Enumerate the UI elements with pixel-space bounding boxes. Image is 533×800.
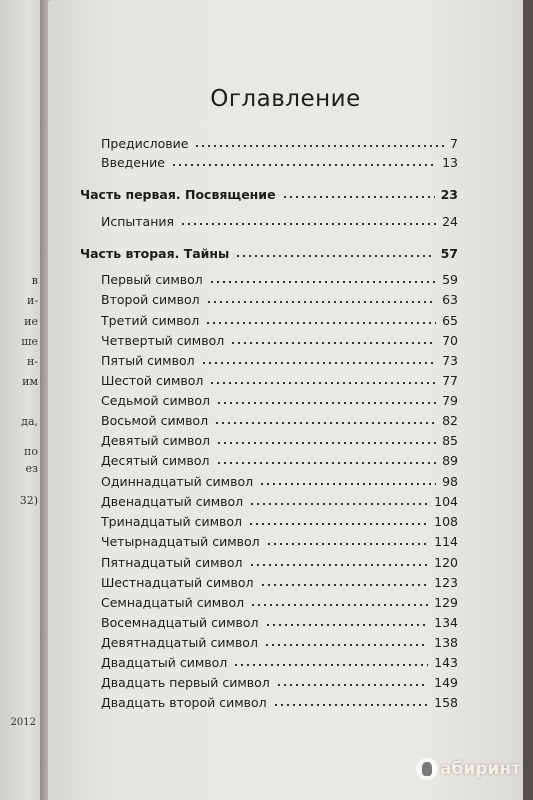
toc-entry-label: Двадцать второй символ [101, 695, 267, 710]
labirint-logo-icon [416, 758, 438, 780]
toc-row [101, 675, 458, 695]
toc-entry-label: Второй символ [101, 292, 200, 307]
left-page-text-fragment: 32) [19, 494, 38, 507]
toc-leader-dots [282, 196, 435, 198]
toc-page-number: 24 [442, 214, 458, 229]
toc-row [101, 313, 458, 333]
toc-leader-dots [230, 342, 436, 344]
toc-leader-dots [266, 543, 428, 545]
toc-row [101, 555, 458, 575]
toc-page-number: 123 [434, 575, 458, 590]
toc-leader-dots [180, 223, 436, 225]
toc-leader-dots [233, 664, 428, 666]
toc-entry-label: Восемнадцатый символ [101, 615, 259, 630]
toc-leader-dots [264, 644, 428, 646]
toc-leader-dots [206, 301, 436, 303]
toc-leader-dots [205, 322, 436, 324]
toc-page-number: 129 [434, 595, 458, 610]
toc-leader-dots [216, 402, 436, 404]
toc-page-number: 114 [434, 534, 458, 549]
toc-row [101, 615, 458, 635]
toc-leader-dots [216, 442, 436, 444]
toc-part-row [80, 187, 458, 207]
toc-page-number: 138 [434, 635, 458, 650]
toc-row [101, 474, 458, 494]
toc-page-number: 82 [442, 413, 458, 428]
toc-row [101, 453, 458, 473]
toc-entry-label: Шестнадцатый символ [101, 575, 254, 590]
left-page [0, 0, 40, 800]
toc-row [101, 214, 458, 234]
toc-entry-label: Шестой символ [101, 373, 204, 388]
toc-entry-label: Девятнадцатый символ [101, 635, 258, 650]
toc-leader-dots [214, 422, 436, 424]
toc-entry-label: Пятый символ [101, 353, 195, 368]
toc-page-number: 13 [442, 155, 458, 170]
toc-page-number: 23 [440, 187, 458, 202]
toc-entry-label: Семнадцатый символ [101, 595, 245, 610]
toc-entry-label: Девятый символ [101, 433, 211, 448]
toc-row [101, 534, 458, 554]
left-page-text-fragment: ие [24, 315, 38, 328]
toc-leader-dots [248, 523, 428, 525]
toc-leader-dots [273, 704, 429, 706]
toc-entry-label: Тринадцатый символ [101, 514, 243, 529]
left-page-text-fragment: 2012 [10, 717, 36, 728]
toc-row [101, 494, 458, 514]
toc-row [101, 292, 458, 312]
toc-row [101, 136, 458, 156]
left-page-text-fragment: н- [26, 355, 38, 368]
toc-leader-dots [265, 624, 429, 626]
toc-leader-dots [201, 362, 436, 364]
toc-leader-dots [259, 483, 436, 485]
toc-page-number: 59 [442, 272, 458, 287]
toc-entry-label: Восьмой символ [101, 413, 209, 428]
toc-page-number: 77 [442, 373, 458, 388]
toc-entry-label: Часть вторая. Тайны [80, 246, 230, 261]
toc-entry-label: Первый символ [101, 272, 203, 287]
toc-entry-label: Четвертый символ [101, 333, 225, 348]
toc-entry-label: Третий символ [101, 313, 200, 328]
left-page-text-fragment: да, [21, 415, 38, 428]
toc-row [101, 353, 458, 373]
toc-entry-label: Двадцать первый символ [101, 675, 270, 690]
toc-leader-dots [216, 462, 437, 464]
left-page-text-fragment: по [24, 445, 38, 458]
watermark-text: абиринт [440, 759, 521, 779]
toc-row [101, 393, 458, 413]
toc-row [101, 655, 458, 675]
toc-page-number: 143 [434, 655, 458, 670]
toc-page-number: 89 [442, 453, 458, 468]
toc-leader-dots [171, 164, 436, 166]
toc-page-number: 158 [434, 695, 458, 710]
left-page-text-fragment: ез [25, 462, 38, 475]
left-page-text-fragment: и- [26, 294, 38, 307]
toc-row [101, 413, 458, 433]
toc-page-number: 63 [442, 292, 458, 307]
toc-leader-dots [260, 584, 429, 586]
toc-entry-label: Введение [101, 155, 165, 170]
toc-row [101, 514, 458, 534]
toc-row [101, 695, 458, 715]
toc-entry-label: Одиннадцатый символ [101, 474, 254, 489]
toc-row [101, 333, 458, 353]
toc-entry-label: Часть первая. Посвящение [80, 187, 276, 202]
toc-page-number: 65 [442, 313, 458, 328]
toc-page-number: 104 [434, 494, 458, 509]
watermark [416, 758, 521, 780]
toc-entry-label: Двенадцатый символ [101, 494, 244, 509]
toc-entry-label: Испытания [101, 214, 175, 229]
toc-page-number: 98 [442, 474, 458, 489]
toc-row [101, 595, 458, 615]
toc-row [101, 373, 458, 393]
toc-page-number: 149 [434, 675, 458, 690]
left-page-text-fragment: в [31, 274, 38, 287]
left-page-text-fragment: ше [21, 335, 38, 348]
toc-leader-dots [276, 684, 428, 686]
toc-leader-dots [249, 564, 429, 566]
toc-page-number: 70 [442, 333, 458, 348]
toc-leader-dots [209, 281, 436, 283]
toc-leader-dots [209, 382, 436, 384]
left-page-text-fragment: им [22, 375, 38, 388]
right-page [48, 0, 523, 800]
toc-page-number: 7 [450, 136, 458, 151]
toc-leader-dots [250, 604, 428, 606]
toc-part-row [80, 246, 458, 266]
toc-leader-dots [249, 503, 428, 505]
toc-row [101, 272, 458, 292]
toc-entry-label: Седьмой символ [101, 393, 211, 408]
toc-row [101, 575, 458, 595]
toc-entry-label: Пятнадцатый символ [101, 555, 243, 570]
toc-entry-label: Четырнадцатый символ [101, 534, 260, 549]
toc-row [101, 433, 458, 453]
toc-entry-label: Десятый символ [101, 453, 210, 468]
toc-leader-dots [235, 255, 434, 257]
toc-page-number: 120 [434, 555, 458, 570]
toc-entry-label: Двадцатый символ [101, 655, 228, 670]
toc-page-number: 134 [434, 615, 458, 630]
page-title: Оглавление [210, 86, 361, 112]
toc-page-number: 85 [442, 433, 458, 448]
toc-page-number: 79 [442, 393, 458, 408]
toc-row [101, 635, 458, 655]
toc-entry-label: Предисловие [101, 136, 189, 151]
toc-row [101, 155, 458, 175]
toc-page-number: 57 [440, 246, 458, 261]
toc-page-number: 108 [434, 514, 458, 529]
toc-leader-dots [194, 145, 444, 147]
toc-page-number: 73 [442, 353, 458, 368]
